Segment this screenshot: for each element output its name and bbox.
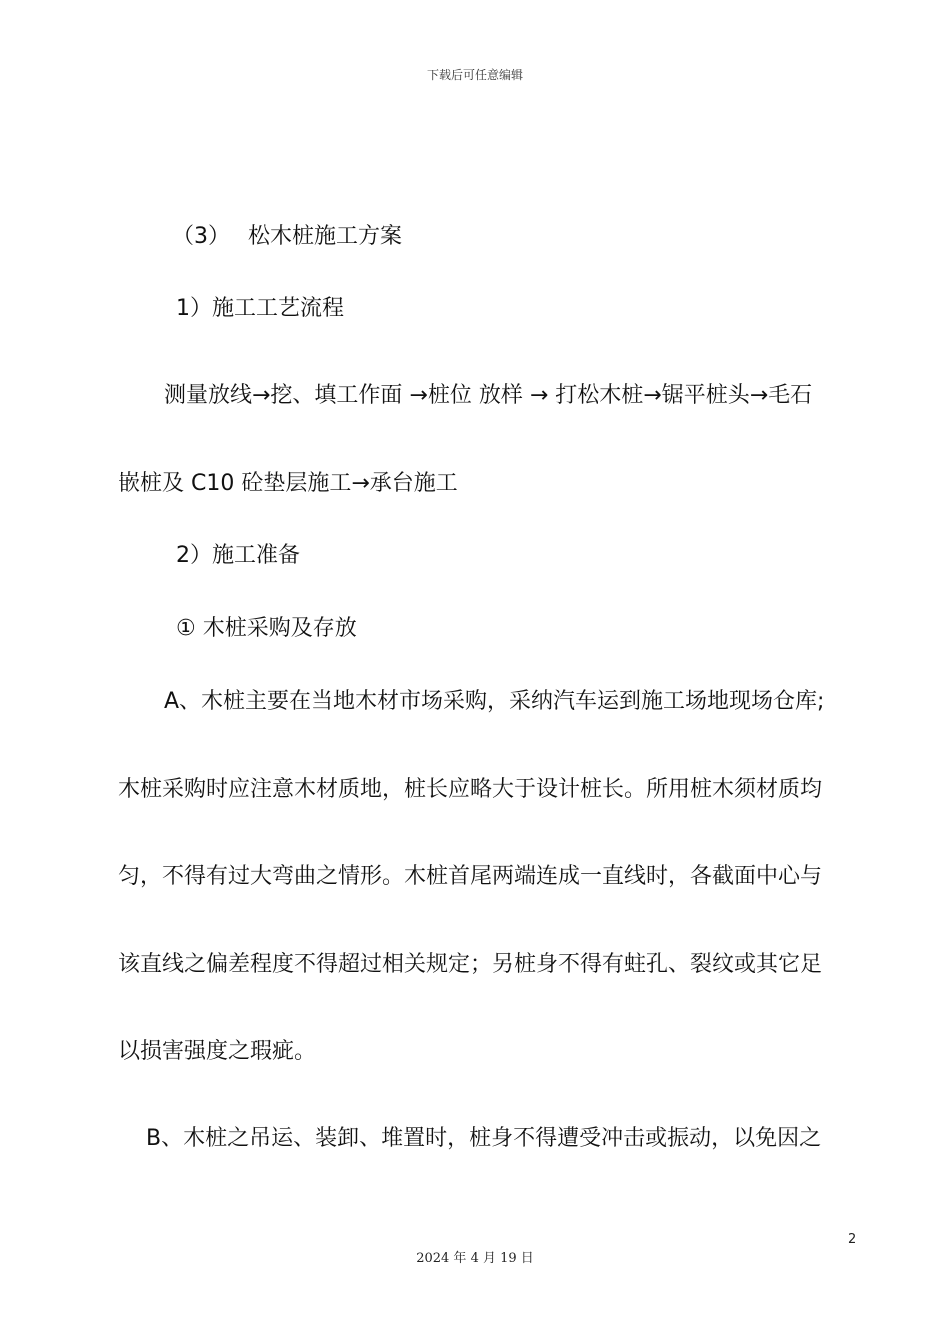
subheading-preparation: 2）施工准备 bbox=[176, 543, 300, 568]
flow-line-2: 嵌桩及 C10 砼垫层施工→承台施工 bbox=[118, 471, 458, 496]
paragraph-b-line-1: B、木桩之吊运、装卸、堆置时，桩身不得遭受冲击或振动，以免因之 bbox=[146, 1126, 822, 1151]
flow-line-1: 测量放线→挖、填工作面 →桩位 放样 → 打松木桩→锯平桩头→毛石 bbox=[164, 383, 813, 408]
paragraph-a-line-2: 木桩采购时应注意木材质地，桩长应略大于设计桩长。所用桩木须材质均 bbox=[118, 777, 823, 802]
header-note: 下载后可任意编辑 bbox=[426, 68, 523, 82]
page-number: 2 bbox=[848, 1232, 857, 1247]
paragraph-a-line-5: 以损害强度之瑕疵。 bbox=[118, 1039, 317, 1064]
item-procurement-heading: ① 木桩采购及存放 bbox=[176, 616, 357, 641]
paragraph-a-line-1: A、木桩主要在当地木材市场采购，采纳汽车运到施工场地现场仓库; bbox=[164, 689, 825, 714]
section-title: 松木桩施工方案 bbox=[248, 224, 403, 249]
subheading-process-flow: 1）施工工艺流程 bbox=[176, 296, 344, 321]
section-number: （3） bbox=[172, 224, 230, 249]
paragraph-a-line-4: 该直线之偏差程度不得超过相关规定；另桩身不得有蛀孔、裂纹或其它足 bbox=[118, 952, 823, 977]
paragraph-a-line-3: 匀，不得有过大弯曲之情形。木桩首尾两端连成一直线时，各截面中心与 bbox=[118, 864, 823, 889]
footer-date: 2024 年 4 月 19 日 bbox=[416, 1251, 534, 1266]
